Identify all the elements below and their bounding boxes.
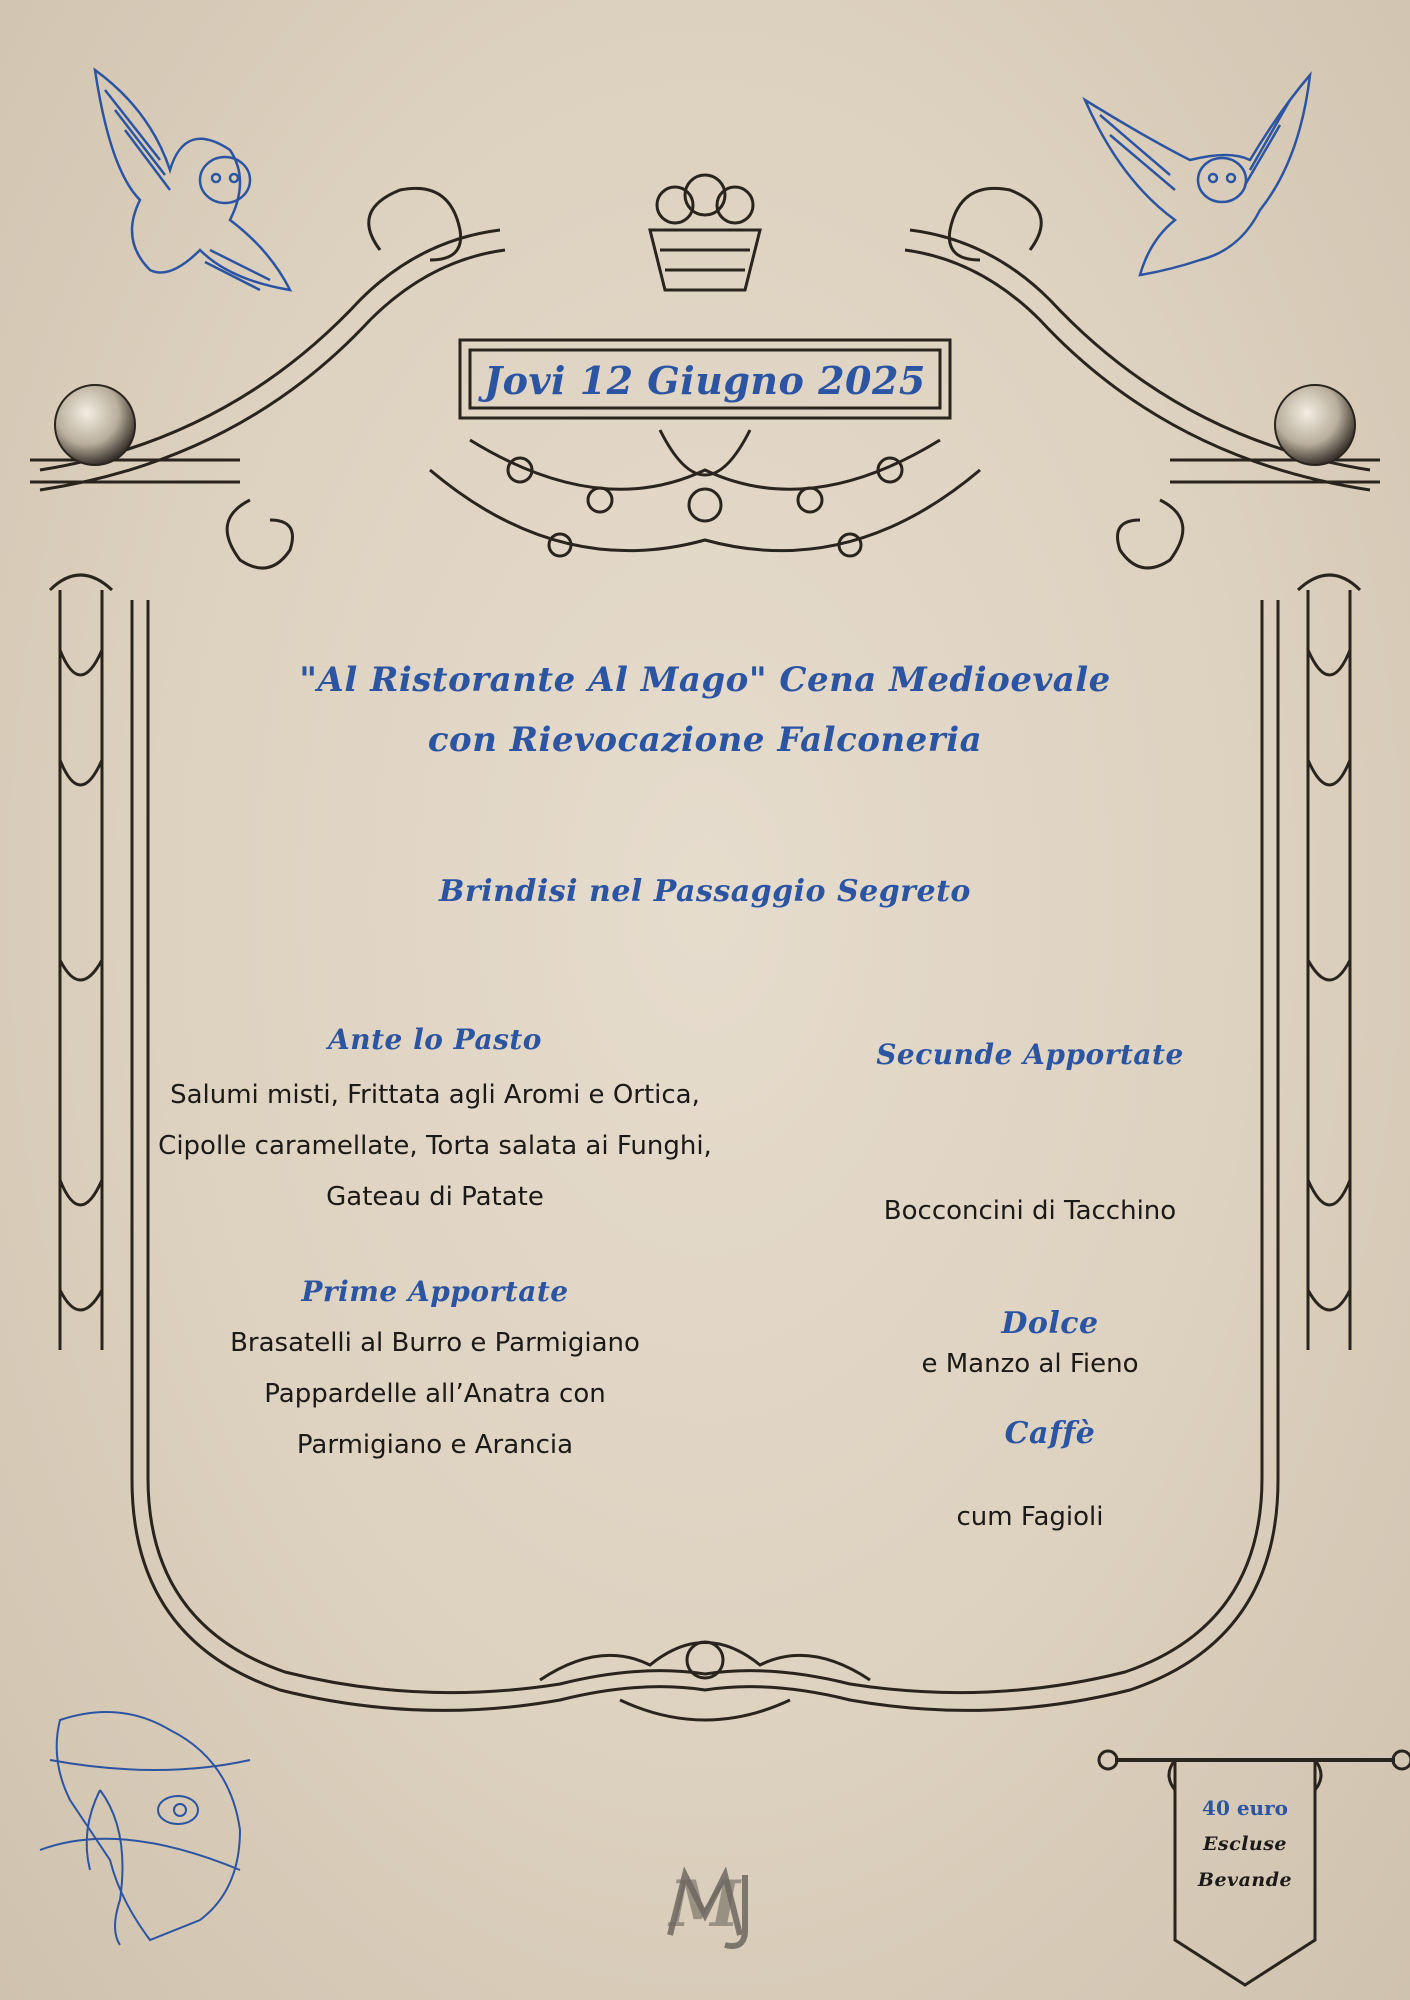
secunde-heading: Secunde Apportate [876, 1038, 1184, 1071]
prime-heading: Prime Apportate [301, 1275, 569, 1308]
toast-heading: Brindisi nel Passaggio Segreto [439, 874, 971, 909]
menu-item: Cipolle caramellate, Torta salata ai Funghi, [158, 1131, 712, 1161]
menu-item: e Manzo al Fieno [921, 1349, 1139, 1379]
event-date: Jovi 12 Giugno 2025 [484, 358, 926, 403]
menu-item: Salumi misti, Frittata agli Aromi e Ortica, [170, 1080, 700, 1110]
price-note-line-1: Escluse [1202, 1833, 1288, 1855]
caffe-heading: Caffè [1004, 1416, 1096, 1451]
prime-items [135, 1318, 735, 1471]
ante-heading: Ante lo Pasto [328, 1023, 542, 1056]
menu-item: Brasatelli al Burro e Parmigiano [230, 1328, 640, 1358]
price-note-line-2: Bevande [1197, 1869, 1293, 1891]
price-amount: 40 euro [1202, 1796, 1288, 1820]
menu-item: Gateau di Patate [326, 1182, 544, 1212]
menu-item: cum Fagioli [956, 1502, 1104, 1532]
price-banner [1180, 1790, 1310, 1898]
title-line-1: "Al Ristorante Al Mago" Cena Medioevale [299, 660, 1111, 700]
monogram-letter: M [669, 1867, 741, 1942]
title-line-2: con Rievocazione Falconeria [427, 720, 983, 760]
dolce-heading: Dolce [1001, 1306, 1099, 1341]
menu-item: Pappardelle all’Anatra con [264, 1379, 606, 1409]
eagle-illustration [40, 1712, 250, 1945]
menu-item: Bocconcini di Tacchino [883, 1196, 1177, 1226]
secunde-items [830, 1084, 1230, 1645]
menu-item: Parmigiano e Arancia [296, 1430, 574, 1460]
owl-illustration-right [1085, 75, 1310, 275]
owl-illustration-left [95, 70, 290, 290]
menu-title [230, 650, 1180, 770]
ante-items [135, 1070, 735, 1223]
